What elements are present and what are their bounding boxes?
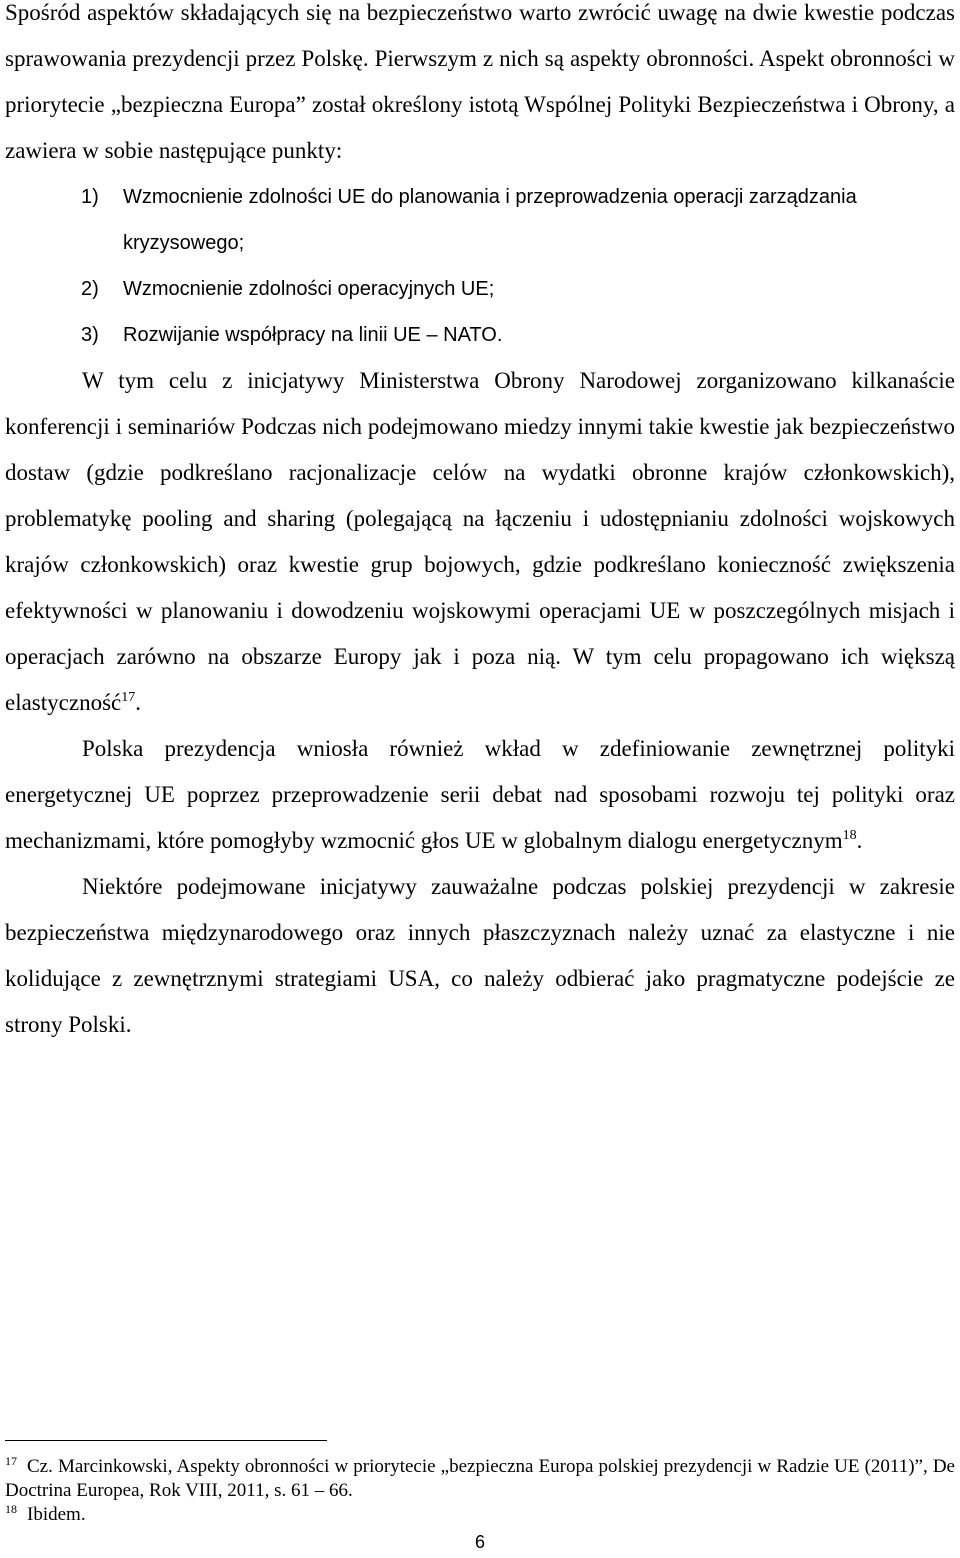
footnote-18 [5, 1503, 955, 1527]
paragraph-conclusion: Niektóre podejmowane inicjatywy zauważalne podczas polskiej prezydencji w zakresie bezpieczeństwa międzynarodowego oraz innych płaszczyznach należy uznać za elastyczne i nie kolidujące z zewnętrznymi strategiami USA, co należy odbierać jako pragmatyczne podejście ze strony Polski. [5, 874, 955, 1037]
document-page [5, 0, 955, 1048]
page-number: 6 [474, 1532, 485, 1552]
footnote-text: Cz. Marcinkowski, Aspekty obronności w priorytecie „bezpieczna Europa polskiej prezydencji w Radzie UE (2011)”, De Doctrina Europea, Rok VIII, 2011, s. 61 – 66. [5, 1456, 955, 1501]
list-text: Rozwijanie współpracy na linii UE – NATO. [123, 324, 503, 346]
list-text: Wzmocnienie zdolności UE do planowania i przeprowadzenia operacji zarządzania kryzysowego; [123, 186, 857, 254]
footnote-number: 17 [5, 1454, 17, 1468]
footnote-number: 18 [5, 1502, 17, 1516]
footnote-ref-18: 18 [842, 828, 857, 843]
paragraph-intro: Spośród aspektów składających się na bezpieczeństwo warto zwrócić uwagę na dwie kwestie podczas sprawowania prezydencji przez Polskę. Pierwszym z nich są aspekty obronności. Aspekt obronności w priorytecie „bezpieczna Europa” został określony istotą Wspólnej Polityki Bezpieczeństwa i Obrony, a zawiera w sobie następujące punkty: [5, 0, 955, 163]
list-item [5, 312, 955, 358]
footnote-separator [5, 1440, 327, 1441]
paragraph-energy-text: Polska prezydencja wniosła również wkład w zdefiniowanie zewnętrznej polityki energetycznej UE poprzez przeprowadzenie serii debat nad sposobami rozwoju tej polityki oraz mechanizmami, które pomogłyby wzmocnić głos UE w globalnym dialogu energetycznym [5, 736, 955, 853]
paragraph-defense-text: W tym celu z inicjatywy Ministerstwa Obrony Narodowej zorganizowano kilkanaście konferencji i seminariów Podczas nich podejmowano miedzy innymi takie kwestie jak bezpieczeństwo dostaw (gdzie podkreślano racjonalizacje celów na wydatki obronne krajów członkowskich), problematykę pooling and sharing (polegającą na łączeniu i udostępnianiu zdolności wojskowych krajów członkowskich) oraz kwestie grup bojowych, gdzie podkreślano konieczność zwiększenia efektywności w planowaniu i dowodzeniu wojskowymi operacjami UE w poszczególnych misjach i operacjach zarówno na obszarze Europy jak i poza nią. W tym celu propagowano ich większą elastyczność [5, 368, 955, 715]
priorities-list [5, 174, 955, 358]
list-number: 3) [81, 324, 99, 346]
paragraph-defense: W tym celu z inicjatywy Ministerstwa Obrony Narodowej zorganizowano kilkanaście konferencji i seminariów Podczas nich podejmowano miedzy innymi takie kwestie jak bezpieczeństwo dostaw (gdzie podkreślano racjonalizacje celów na wydatki obronne krajów członkowskich), problematykę pooling and sharing (polegającą na łączeniu i udostępnianiu zdolności wojskowych krajów członkowskich) oraz kwestie grup bojowych, gdzie podkreślano konieczność zwiększenia efektywności w planowaniu i dowodzeniu wojskowymi operacjami UE w poszczególnych misjach i operacjach zarówno na obszarze Europy jak i poza nią. W tym celu propagowano ich większą elastyczność$^{17}$. [5, 368, 955, 715]
footnote-text: Ibidem. [27, 1504, 86, 1525]
list-text: Wzmocnienie zdolności operacyjnych UE; [123, 278, 495, 300]
footnote-ref-17: 17 [121, 690, 136, 705]
list-item [5, 266, 955, 312]
list-number: 1) [81, 186, 99, 208]
list-item [5, 174, 955, 266]
list-number: 2) [81, 278, 99, 300]
paragraph-energy: Polska prezydencja wniosła również wkład w zdefiniowanie zewnętrznej polityki energetycznej UE poprzez przeprowadzenie serii debat nad sposobami rozwoju tej polityki oraz mechanizmami, które pomogłyby wzmocnić głos UE w globalnym dialogu energetycznym$^{18}$. [5, 736, 955, 853]
footnote-17 [5, 1455, 955, 1503]
footnotes [5, 1440, 955, 1527]
